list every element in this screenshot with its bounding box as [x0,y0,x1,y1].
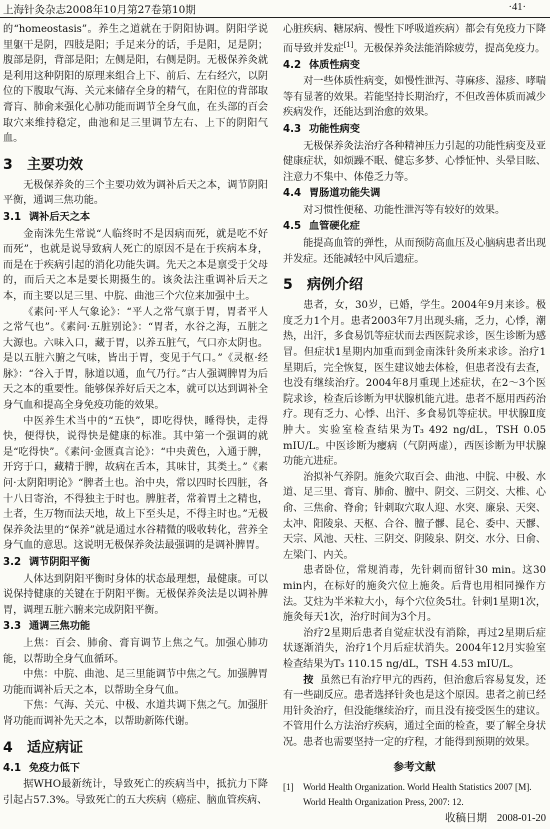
subsection-heading: 3.1 调补后天之本 [3,211,91,223]
reference-item: [1] World Health Organization. World Health Statistics 2007 [M]. World Health Organization Press, 2007: 12. [283,782,532,808]
paragraph: 对一些体质性病变，如慢性泄泻、荨麻疹、湿疹、哮喘等有显著的效果。若能坚持长期治疗，不但改善体质而减少疾病发作，还能达到治愈的效果。 [283,76,546,119]
references-title: 参考文献 [393,761,436,774]
paragraph: 无极保养灸的三个主要功效为调补后天之本，调节阴阳平衡，通调三焦功能。 [3,179,268,207]
paragraph: 患者，女，30岁，已婚，学生。2004年9月来诊。极度乏力1个月。患者2003年7月出现头痛，乏力，心悸，潮热，出汗，多食易饥等症状而去西医院求诊，医生诊断为感冒。但症状1星期内加重而到金南洙针灸所来求诊。治疗1星期后，完全恢复，医生建议她去体检，但患者没有去查，也没有继续治疗。2004年8月重现上述症状，在2～3个医院求诊，检查后诊断为甲状腺机能亢进。患者不愿用西药治疗。现有乏力、心悸、出汗、多食易饥等症状。甲状腺Ⅱ度肿大。实验室检查结果为T₃ 492 ng/dL，TSH 0.05 mIU/L。中医诊断为瘿病（气阴两虚），西医诊断为甲状腺功能亢进症。 [283,300,546,468]
paragraph: 治疗2星期后患者自觉症状没有消除，再过2星期后症状逐渐消失，治疗1个月后症状消失。2004年12月实验室检查结果为T₃ 110.15 ng/dL，TSH 4.53 mIU/L。 [283,627,546,670]
subsection-heading: 4.2 体质性病变 [283,59,360,71]
left-column [3,22,268,808]
right-column [283,22,546,810]
paragraph: 能提高血管的弹性，从而预防高血压及心脑病患者出现并发症。还能减轻中风后遗症。 [283,238,546,265]
commentary-paragraph: 按 虽然已有治疗甲亢的西药，但治愈后容易复发，还有一些副反应。患者选择针灸也是这个原因。患者之前已经用针灸治疗，但没能继续治疗，而且没有接受医生的建议。不管用什么方法治疗疾病，通过全面的检查，要了解全身状况。患者也需要坚持一定的疗程，才能得到预期的效果。 [283,674,547,748]
subsection-heading: 4.3 功能性病变 [283,123,360,135]
subsection-heading: 3.2 调节阴阳平衡 [3,557,91,568]
paragraph: 《素问·平人气象论》：“平人之常气禀于胃，胃者平人之常气也”。《素问·五脏别论》：“胃者，水谷之海，五脏之大源也。六味入口，藏于胃，以养五脏气，气口亦太阴也。是以五脏六腑之气味，皆出于胃，变见于气口。”《灵枢·经脉》：“谷入于胃，脉道以通，血气乃行。”古人强调脾胃为后天之本的重要性。能够保养好后天之本，就可以达到调补全身气血和提高全身免疫功能的效果。 [3,306,268,412]
paragraph: 中医养生术当中的“五快”，即吃得快，睡得快，走得快，便得快，说得快是健康的标准。其中第一个强调的就是“吃得快”。《素问·金匮真言论》：“中央黄色，入通于脾，开窍于口，藏精于脾，故病在舌本，其味甘，其类土。”《素问·太阴阳明论》“脾者土也。治中央，常以四时长四脏，各十八日寄治，不得独主于时也。脾脏者，常着胃土之精也，土者，生万物而法天地，故上下至头足，不得主时也。”无极保养灸法里的“保养”就是通过水谷精微的吸收转化，营养全身气血的意思。这说明无极保养灸法最强调的是调补脾胃。 [3,415,268,552]
running-header [0,0,550,17]
commentary-label: 按 [303,674,314,686]
paragraph: 下焦：气海、关元、中极、水道共调下焦之气。加强肝肾功能而调补先天之本，以帮助新陈代谢。 [3,700,268,727]
subsection-heading: 3.3 通调三焦功能 [3,621,91,633]
section-heading: 5 病例介绍 [283,277,363,294]
journal-title: 上海针灸杂志2008年10月第27卷第10期 [3,4,196,16]
paragraph: 上焦：百会、肺俞、膏肓调节上焦之气。加强心肺功能，以帮助全身气血循环。 [3,637,268,665]
paragraph: 据WHO最新统计，导致死亡的疾病当中，抵抗力下降引起占57.3%。导致死亡的五大疾病（癌症、脑血管疾病、 [3,779,268,806]
subsection-heading: 4.4 胃肠道功能失调 [283,188,381,200]
received-date: 收稿日期 2008-01-20 [445,812,546,824]
paragraph: 无极保养灸法治疗各种精神压力引起的功能性病变及亚健康症状，如烦躁不眠、健忘多梦、心悸怔忡、头晕目眩、注意力不集中、体倦乏力等。 [283,140,546,183]
paragraph: 对习惯性便秘、功能性泄泻等有较好的效果。 [303,204,506,216]
section-heading: 4 适应病证 [3,739,83,756]
subsection-heading: 4.5 血管硬化症 [283,221,360,233]
paragraph: 治拟补气养阴。施灸穴取百会、曲池、中脘、中极、水道、足三里、膏肓、肺俞、膻中、阴交、三阴交、大椎、心俞、三焦俞、脊俞；针刺取穴取人迎、水突、廉泉、天突、太冲、阳陵泉、天枢、合谷、膻子髎、昆仑、委中、天髎、天宗、风池、天柱、三阴交、阴陵泉、阴交、水分、日俞、左梁门、内关。 [283,471,546,561]
paragraph: 的“homeostasis”。养生之道就在于阴阳协调。阴阳学说里躯干是阴，四肢是阳；手足来分的话，手是阳，足是阴；腹部是阴，背部是阳；左侧是阳，右侧是阴。无极保养灸就是利用这种阴阳的原理来组合上下、前后、左右经穴，以阴位的下腹取气海、关元来储存全身的精气，在阳位的背部取膏肓、肺俞来强化心肺功能而调节全身气血，在头部的百会取穴来维持稳定，曲池和足三里调节左右、上下的阴阳气血。 [3,24,268,145]
paragraph: 心脏疾病、糖尿病、慢性下呼吸道疾病）都会有免疫力下降而导致并发症[1]。无极保养灸法能消除疲劳，提高免疫力。 [283,24,546,54]
paragraph: 人体达到阴阳平衡时身体的状态最理想，最健康。可以说保持健康的关键在于阴阳平衡。无极保养灸法是以调补脾胃，调理五脏六腑来完成阴阳平衡。 [3,573,268,616]
section-heading: 3 主要功效 [3,156,83,173]
paragraph: 患者卧位，常规消毒，先针刺而留针30 min。这30 min内，在标好的施灸穴位上施灸。后背也用相同操作方法。艾炷为半米粒大小，每个穴位灸5壮。针刺1星期1次，施灸每天1次，治疗时间为3个月。 [283,565,546,624]
paragraph: 金南洙先生常说“人临终时不是因病而死，就是吃不好而死”，也就是说导致病人死亡的原因不是在于疾病本身，而是在于疾病引起的消化功能失调。先天之本是禀受于父母的，而后天之本是要长期摄生的。该灸法注重调补后天之本，而主要以足三里、中脘、曲池三个穴位来加强中土。 [3,228,268,302]
paragraph: 中焦：中脘、曲池、足三里能调节中焦之气。加强脾胃功能而调补后天之本，以帮助全身气血。 [3,669,268,696]
header-rule [0,17,550,18]
page-number: ·41· [508,2,526,13]
citation-ref[interactable]: [1] [343,40,354,49]
subsection-heading: 4.1 免疫力低下 [3,762,80,774]
